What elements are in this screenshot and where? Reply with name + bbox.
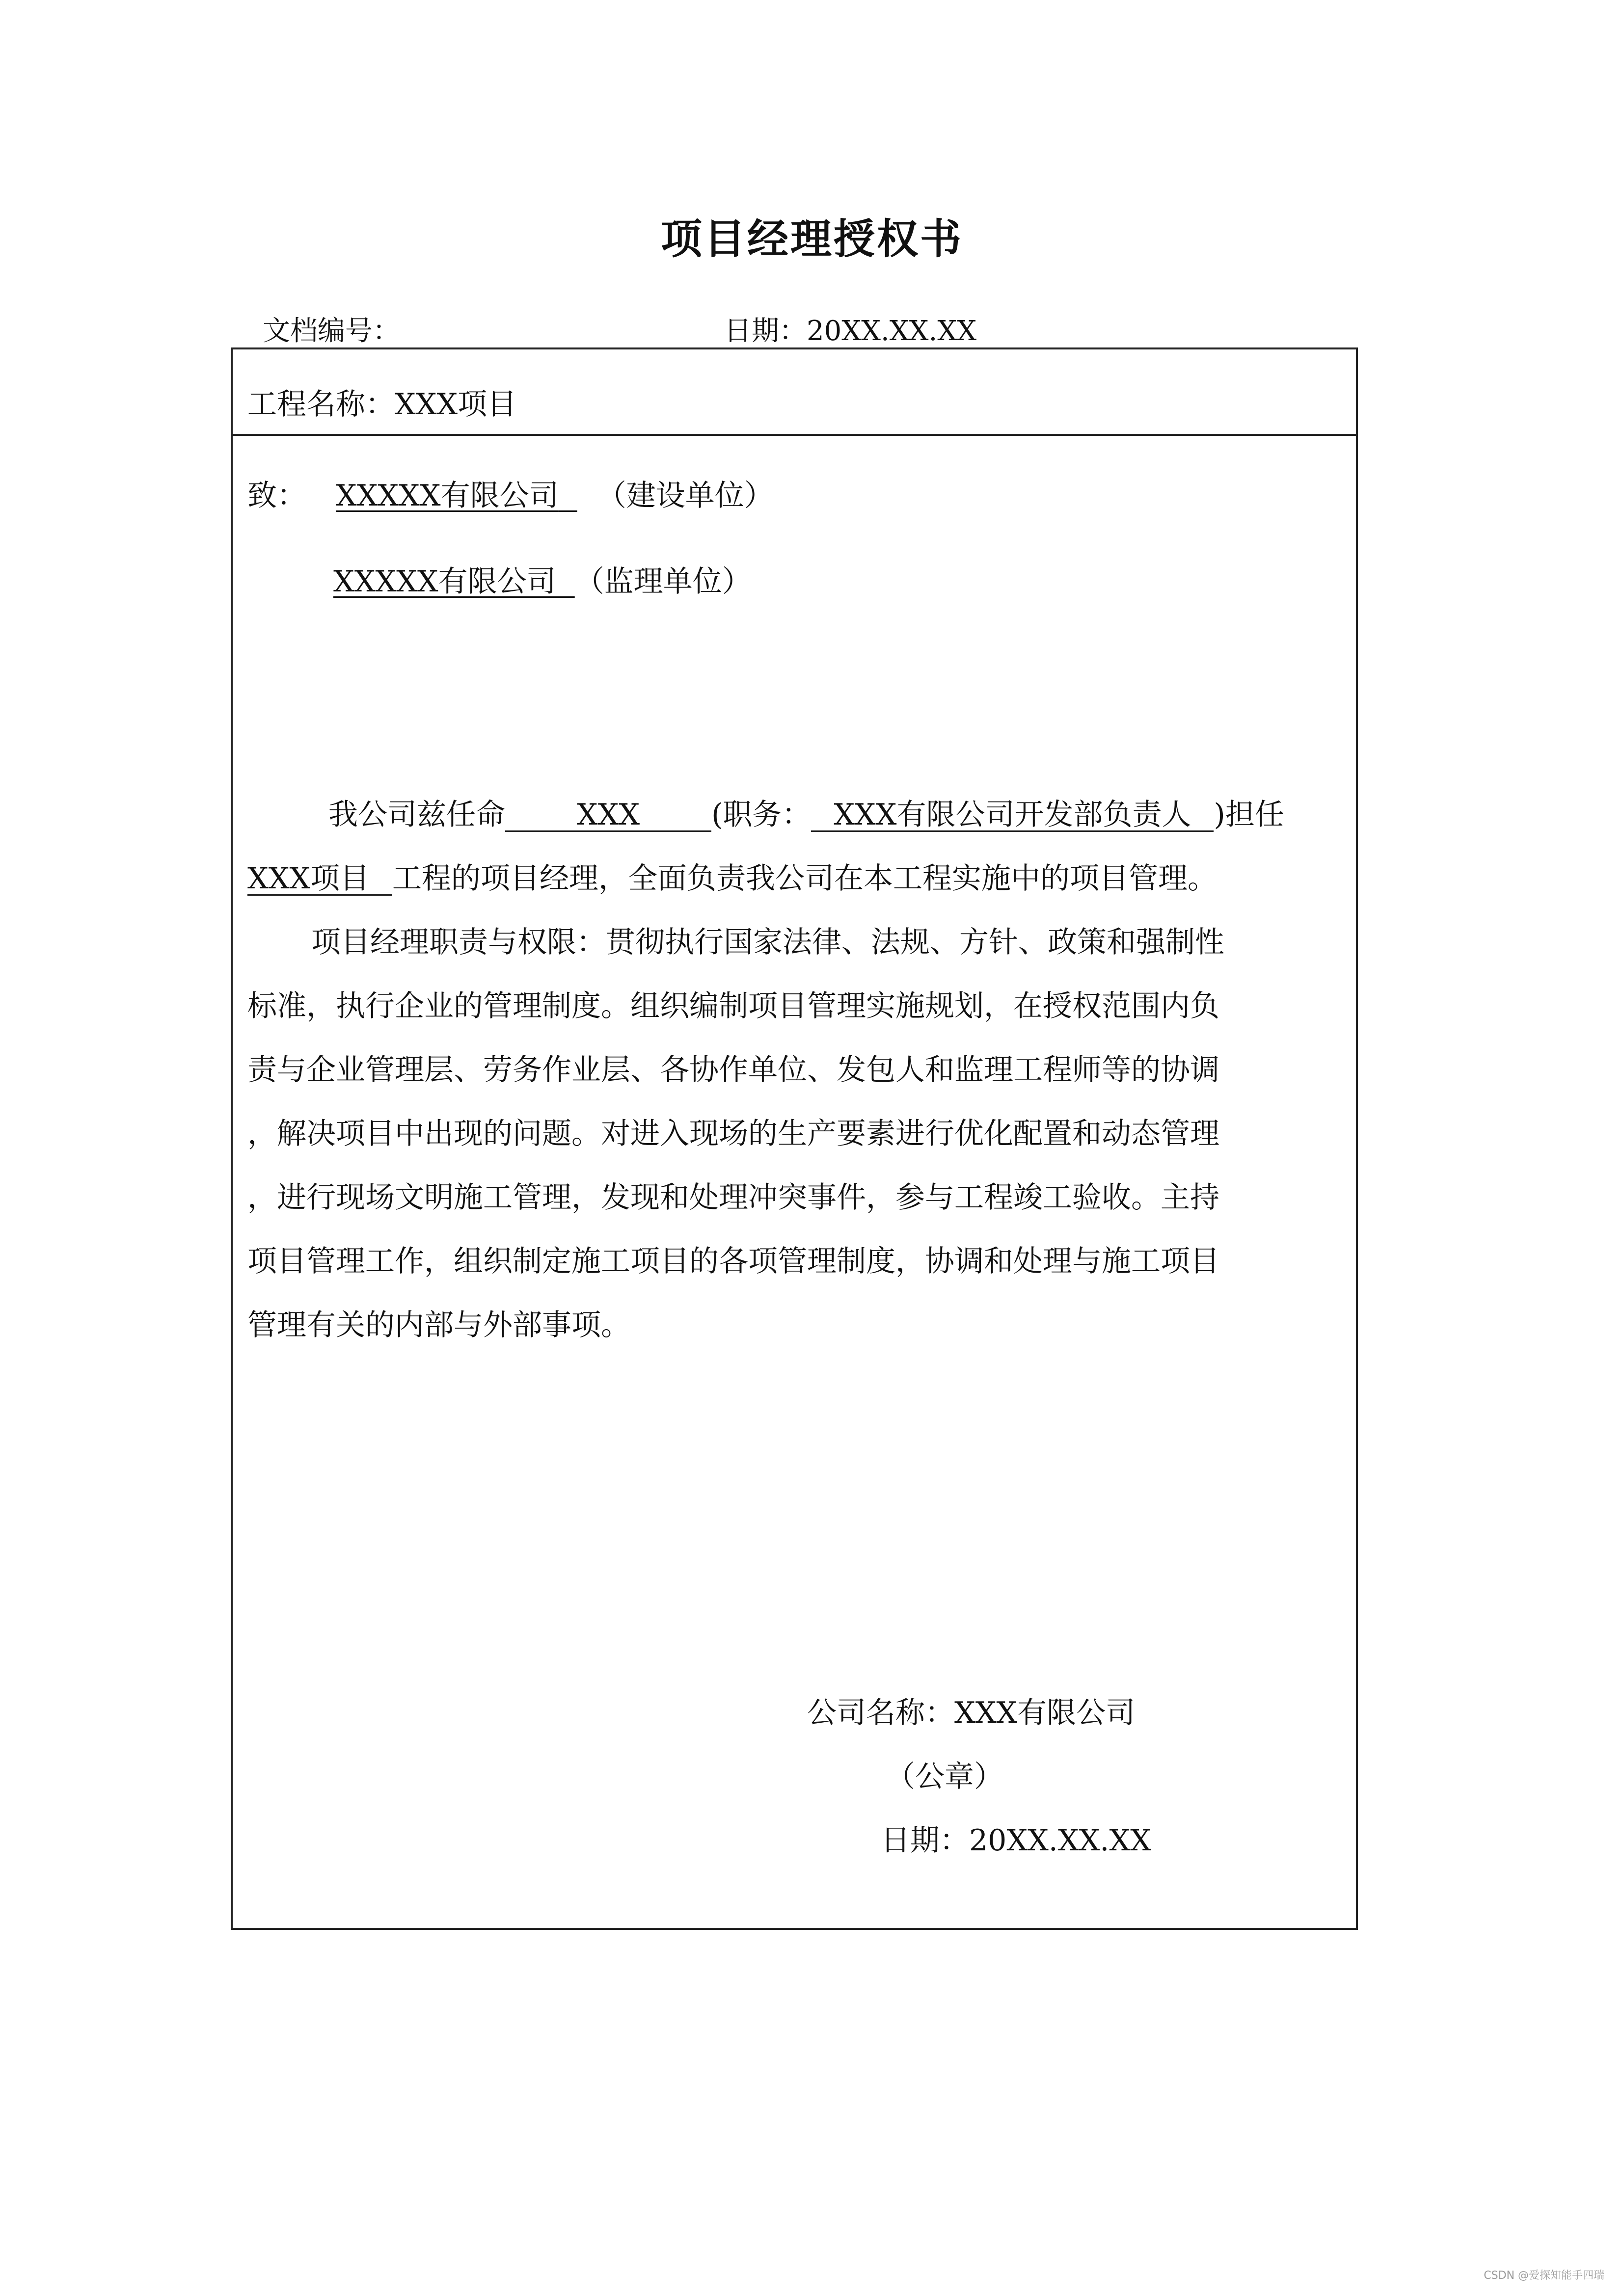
signature-company [807,1689,1135,1732]
header-date-value: 20XX.XX.XX [807,315,977,347]
document-title: 项目经理授权书 [660,215,963,263]
supervision-unit-role: （监理单位） [574,564,752,599]
appointment-prefix: 我公司兹任命 [328,798,505,832]
construction-unit-name: XXXXX有限公司 [336,479,559,513]
duties-line: ，进行现场文明施工管理，发现和处理冲突事件，参与工程竣工验收。主持 [247,1180,1219,1215]
project-name-value: XXX项目 [395,387,517,422]
appointee-position: XXX有限公司开发部负责人 [811,800,1214,832]
doc-number-label: 文档编号： [263,315,400,347]
signature-date-label: 日期： [881,1823,969,1858]
signature-company-value: XXX有限公司 [954,1696,1136,1730]
signature-date-value: 20XX.XX.XX [969,1823,1151,1858]
recipient-construction-line [247,472,774,514]
project-name [247,381,516,423]
duties-line: ，解决项目中出现的问题。对进入现场的生产要素进行优化配置和动态管理 [247,1117,1219,1151]
position-close: )担任 [1214,798,1284,832]
header-date-label: 日期： [724,315,807,347]
appointment-project-name: XXX项目 [247,863,392,896]
header-date [724,309,976,348]
watermark: CSDN @爱探知能手四瑞 [1484,2269,1604,2282]
position-open: (职务： [711,798,812,832]
duties-line: 标准，执行企业的管理制度。组织编制项目管理实施规划，在授权范围内负 [247,989,1219,1023]
construction-unit-role: （建设单位） [596,479,774,513]
recipient-supervision-line [333,558,752,600]
form-frame [231,347,1358,1930]
duties-line: 管理有关的内部与外部事项。 [247,1308,630,1342]
duties-line: 责与企业管理层、劳务作业层、各协作单位、发包人和监理工程师等的协调 [247,1053,1219,1087]
signature-company-label: 公司名称： [807,1696,954,1730]
to-label: 致： [247,479,306,513]
project-name-row [233,349,1356,436]
appointment-line-1 [328,791,1284,833]
appointee-name: XXX [505,800,711,832]
duties-line: 项目管理工作，组织制定施工项目的各项管理制度，协调和处理与施工项目 [247,1244,1219,1279]
supervision-unit-name: XXXXX有限公司 [333,564,556,599]
signature-date [881,1817,1151,1859]
signature-seal: （公章） [886,1760,1003,1794]
appointment-line-2 [247,855,1217,897]
appointment-suffix: 工程的项目经理，全面负责我公司在本工程实施中的项目管理。 [392,861,1217,896]
project-name-label: 工程名称： [247,387,395,422]
duties-line: 项目经理职责与权限：贯彻执行国家法律、法规、方针、政策和强制性 [311,925,1224,960]
